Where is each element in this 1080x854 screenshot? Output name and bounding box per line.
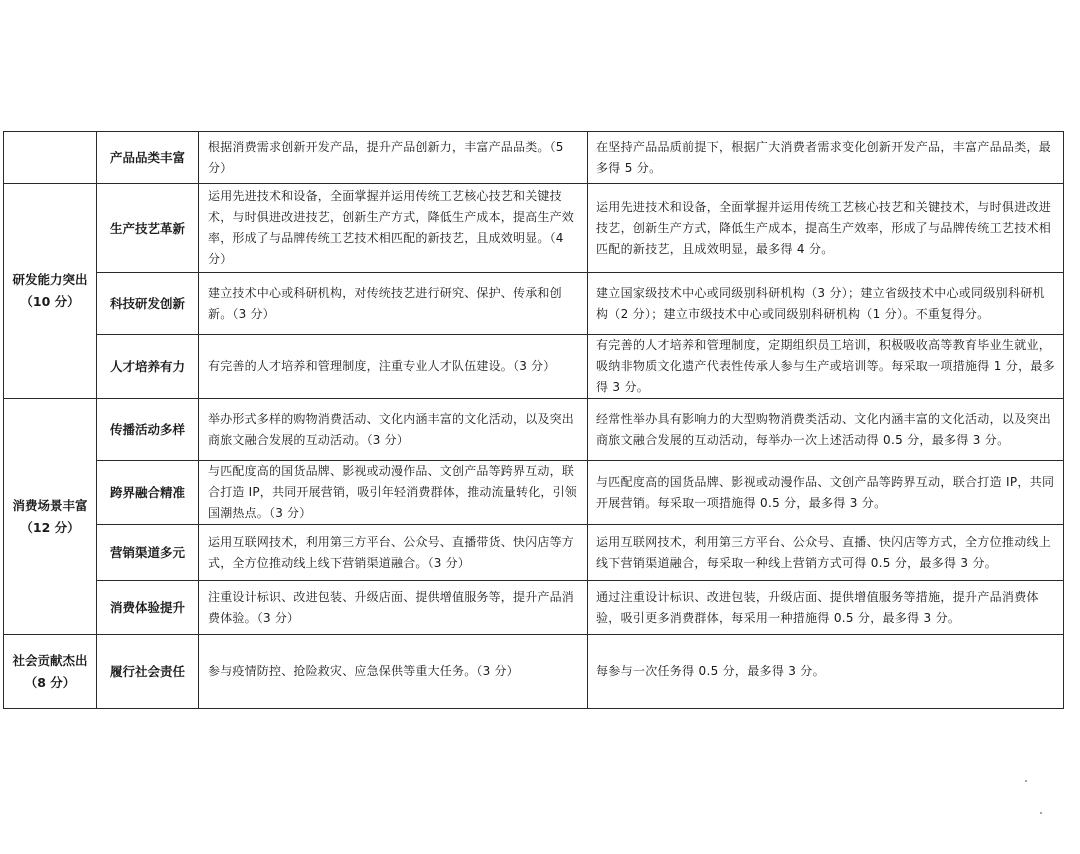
table-row	[4, 461, 1064, 525]
table-row	[4, 525, 1064, 581]
scoring-text: 每参与一次任务得 0.5 分，最多得 3 分。	[588, 635, 1064, 709]
scoring-text: 与匹配度高的国货品牌、影视或动漫作品、文创产品等跨界互动，联合打造 IP，共同开展营销。每采取一项措施得 0.5 分，最多得 3 分。	[588, 461, 1064, 525]
category-points: （10 分）	[20, 294, 80, 309]
item-name: 跨界融合精准	[97, 461, 199, 525]
category-name: 研发能力突出	[12, 272, 88, 287]
table-row	[4, 635, 1064, 709]
category-name: 消费场景丰富	[12, 497, 88, 513]
scan-speck	[1025, 780, 1027, 782]
scoring-text: 通过注重设计标识、改进包装，升级店面、提供增值服务等措施，提升产品消费体验，吸引更多消费群体，每采用一种措施得 0.5 分，最多得 3 分。	[588, 581, 1064, 635]
table-row	[4, 273, 1064, 335]
item-name: 人才培养有力	[97, 335, 199, 399]
requirement-text: 根据消费需求创新开发产品，提升产品创新力，丰富产品品类。（5 分）	[199, 132, 588, 184]
item-name: 消费体验提升	[97, 581, 199, 635]
scoring-text: 经常性举办具有影响力的大型购物消费类活动、文化内涵丰富的文化活动，以及突出商旅文融合发展的互动活动，每举办一次上述活动得 0.5 分，最多得 3 分。	[588, 399, 1064, 461]
requirement-text: 参与疫情防控、抢险救灾、应急保供等重大任务。（3 分）	[199, 635, 588, 709]
scan-speck	[1040, 812, 1042, 814]
table-row	[4, 184, 1064, 273]
category-cell	[4, 184, 97, 399]
category-cell	[4, 635, 97, 709]
item-name: 科技研发创新	[97, 273, 199, 335]
requirement-text: 注重设计标识、改进包装、升级店面、提供增值服务等，提升产品消费体验。（3 分）	[199, 581, 588, 635]
requirement-text: 与匹配度高的国货品牌、影视或动漫作品、文创产品等跨界互动，联合打造 IP，共同开展营销，吸引年轻消费群体，推动流量转化，引领国潮热点。（3 分）	[199, 461, 588, 525]
requirement-text: 运用互联网技术，利用第三方平台、公众号、直播带货、快闪店等方式，全方位推动线上线下营销渠道融合。（3 分）	[199, 525, 588, 581]
scoring-text: 建立国家级技术中心或同级别科研机构（3 分）；建立省级技术中心或同级别科研机构（2 分）；建立市级技术中心或同级别科研机构（1 分）。不重复得分。	[588, 273, 1064, 335]
requirement-text: 建立技术中心或科研机构，对传统技艺进行研究、保护、传承和创新。（3 分）	[199, 273, 588, 335]
requirement-text: 运用先进技术和设备，全面掌握并运用传统工艺核心技艺和关键技术，与时俱进改进技艺，创新生产方式，降低生产成本，提高生产效率，形成了与品牌传统工艺技术相匹配的新技艺，且成效明显。（4 分）	[199, 184, 588, 273]
table-row	[4, 335, 1064, 399]
item-name: 营销渠道多元	[97, 525, 199, 581]
category-points: （12 分）	[20, 519, 80, 535]
requirement-text: 有完善的人才培养和管理制度，注重专业人才队伍建设。（3 分）	[199, 335, 588, 399]
table-row	[4, 581, 1064, 635]
table-row	[4, 399, 1064, 461]
category-points: （8 分）	[24, 674, 76, 690]
item-name: 生产技艺革新	[97, 184, 199, 273]
category-cell	[4, 399, 97, 635]
category-cell-empty	[4, 132, 97, 184]
scoring-text: 运用先进技术和设备，全面掌握并运用传统工艺核心技艺和关键技术，与时俱进改进技艺，创新生产方式，降低生产成本，提高生产效率，形成了与品牌传统工艺技术相匹配的新技艺，且成效明显，最多得 4 分。	[588, 184, 1064, 273]
evaluation-table	[3, 131, 1064, 709]
requirement-text: 举办形式多样的购物消费活动、文化内涵丰富的文化活动，以及突出商旅文融合发展的互动活动。（3 分）	[199, 399, 588, 461]
scoring-text: 有完善的人才培养和管理制度，定期组织员工培训，积极吸收高等教育毕业生就业，吸纳非物质文化遗产代表性传承人参与生产或培训等。每采取一项措施得 1 分，最多得 3 分。	[588, 335, 1064, 399]
table-row	[4, 132, 1064, 184]
scoring-text: 在坚持产品品质前提下，根据广大消费者需求变化创新开发产品，丰富产品品类，最多得 5 分。	[588, 132, 1064, 184]
category-name: 社会贡献杰出	[12, 652, 88, 668]
item-name: 产品品类丰富	[97, 132, 199, 184]
item-name: 履行社会责任	[97, 635, 199, 709]
item-name: 传播活动多样	[97, 399, 199, 461]
scoring-text: 运用互联网技术，利用第三方平台、公众号、直播、快闪店等方式，全方位推动线上线下营销渠道融合，每采取一种线上营销方式可得 0.5 分，最多得 3 分。	[588, 525, 1064, 581]
